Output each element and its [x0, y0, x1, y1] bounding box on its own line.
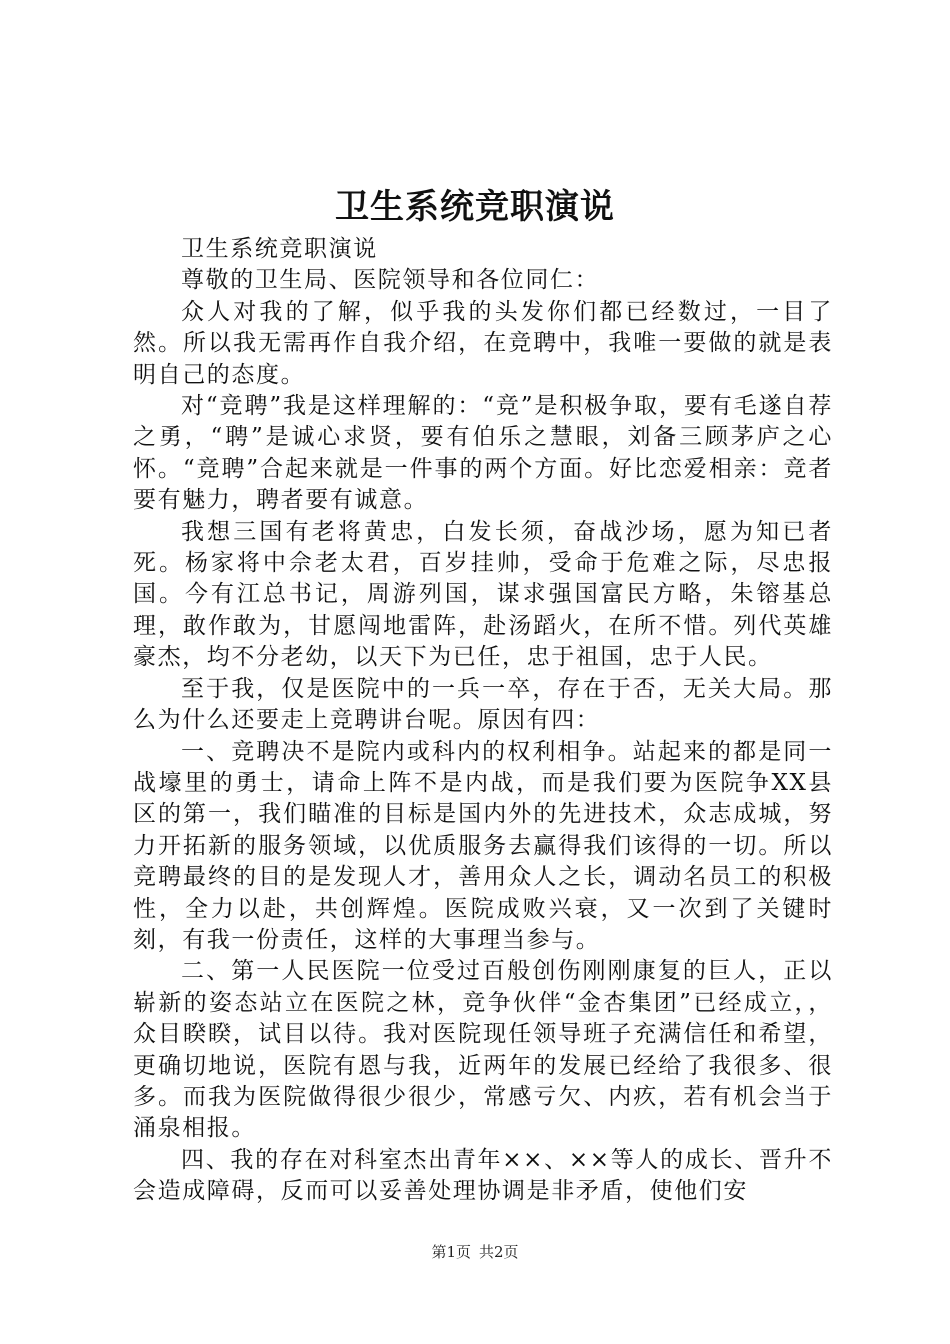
- paragraph-subtitle: 卫生系统竞职演说: [181, 236, 378, 262]
- page-total: 共2页: [479, 1243, 519, 1261]
- paragraph-reason-four: 四、我的存在对科室杰出青年××、××等人的成长、晋升不会造成障碍，反而可以妥善处理协调是非矛盾，使他们安: [133, 1146, 833, 1205]
- document-title: 卫生系统竞职演说: [335, 187, 615, 227]
- paragraph-salutation: 尊敬的卫生局、医院领导和各位同仁：: [181, 267, 600, 294]
- paragraph-reasons-intro: 至于我，仅是医院中的一兵一卒，存在于否，无关大局。那么为什么还要走上竞聘讲台呢。原因有四：: [133, 675, 833, 734]
- paragraph-reason-one: 一、竞聘决不是院内或科内的权利相争。站起来的都是同一战壕里的勇士，请命上阵不是内战，而是我们要为医院争XX县区的第一，我们瞄准的目标是国内外的先进技术，众志成城，努力开拓新的服务领域，以优质服务去赢得我们该得的一切。所以竞聘最终的目的是发现人才，善用众人之长，调动名员工的积极性，全力以赴，共创辉煌。医院成败兴衰，又一次到了关键时刻，有我一份责任，这样的大事理当参与。: [133, 738, 833, 953]
- paragraph-intro: 众人对我的了解，似乎我的头发你们都已经数过，一目了然。所以我无需再作自我介绍，在竞聘中，我唯一要做的就是表明自己的态度。: [133, 298, 833, 388]
- paragraph-reason-two: 二、第一人民医院一位受过百般创伤刚刚康复的巨人，正以崭新的姿态站立在医院之林，竞争伙伴“金杏集团”已经成立，，众目睽睽，试目以待。我对医院现任领导班子充满信任和希望，更确切地说，医院有恩与我，近两年的发展已经给了我很多、很多。而我为医院做得很少很少，常感亏欠、内疚，若有机会当于涌泉相报。: [133, 958, 833, 1142]
- page-footer: [0, 1242, 950, 1262]
- paragraph-understanding: 对“竞聘”我是这样理解的：“竞”是积极争取，要有毛遂自荐之勇，“聘”是诚心求贤，要有伯乐之慧眼，刘备三顾茅庐之心怀。“竞聘”合起来就是一件事的两个方面。好比恋爱相亲：竞者要有魅力，聘者要有诚意。: [133, 393, 833, 514]
- paragraph-heroes: 我想三国有老将黄忠，白发长须，奋战沙场，愿为知已者死。杨家将中佘老太君，百岁挂帅，受命于危难之际，尽忠报国。今有江总书记，周游列国，谋求强国富民方略，朱镕基总理，敢作敢为，甘愿闯地雷阵，赴汤蹈火，在所不惜。列代英雄豪杰，均不分老幼，以天下为已任，忠于祖国，忠于人民。: [133, 518, 833, 671]
- page-number: 第1页: [431, 1243, 471, 1261]
- document-body: [133, 234, 833, 1208]
